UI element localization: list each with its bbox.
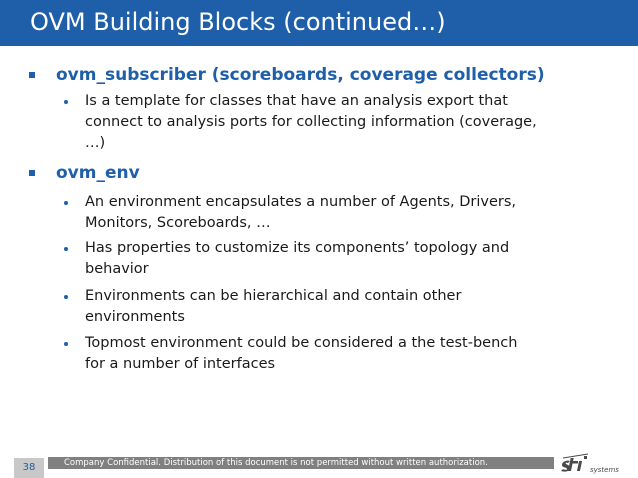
logo-mark xyxy=(561,454,588,472)
sub-bullet-line: Is a template for classes that have an analysis export that xyxy=(85,93,508,109)
sub-bullet-line: behavior xyxy=(85,261,149,277)
sub-bullet-line: environments xyxy=(85,309,185,325)
sub-bullet-text xyxy=(85,91,585,154)
logo-subtext: systems xyxy=(590,466,619,474)
round-bullet-icon xyxy=(64,247,68,251)
sub-bullet-text xyxy=(85,286,585,328)
sub-bullet-text xyxy=(85,238,585,280)
confidentiality-notice: Company Confidential. Distribution of this document is not permitted without written authorization. xyxy=(64,458,488,468)
page-number: 38 xyxy=(22,462,36,473)
round-bullet-icon xyxy=(64,295,68,299)
sub-bullet-line: Environments can be hierarchical and contain other xyxy=(85,288,462,304)
slide-title: OVM Building Blocks (continued…) xyxy=(30,8,446,36)
bullet-label: ovm_subscriber (scoreboards, coverage collectors) xyxy=(56,65,545,85)
sub-bullet-line: …) xyxy=(85,135,106,151)
sub-bullet-line: Has properties to customize its components’ topology and xyxy=(85,240,510,256)
sub-bullet-line: for a number of interfaces xyxy=(85,356,276,372)
square-bullet-icon xyxy=(29,170,35,176)
sub-bullet-line: An environment encapsulates a number of Agents, Drivers, xyxy=(85,194,517,210)
sti-systems-logo xyxy=(560,452,624,476)
sub-bullet-line: Monitors, Scoreboards, … xyxy=(85,215,271,231)
title-bar xyxy=(0,0,638,46)
sub-bullet-line: connect to analysis ports for collecting information (coverage, xyxy=(85,114,537,130)
sub-bullet-line: Topmost environment could be considered a the test-bench xyxy=(85,335,518,351)
bullet-label: ovm_env xyxy=(56,163,140,183)
round-bullet-icon xyxy=(64,201,68,205)
sub-bullet-text xyxy=(85,333,585,375)
square-bullet-icon xyxy=(29,72,35,78)
round-bullet-icon xyxy=(64,342,68,346)
round-bullet-icon xyxy=(64,100,68,104)
sub-bullet-text xyxy=(85,192,585,234)
